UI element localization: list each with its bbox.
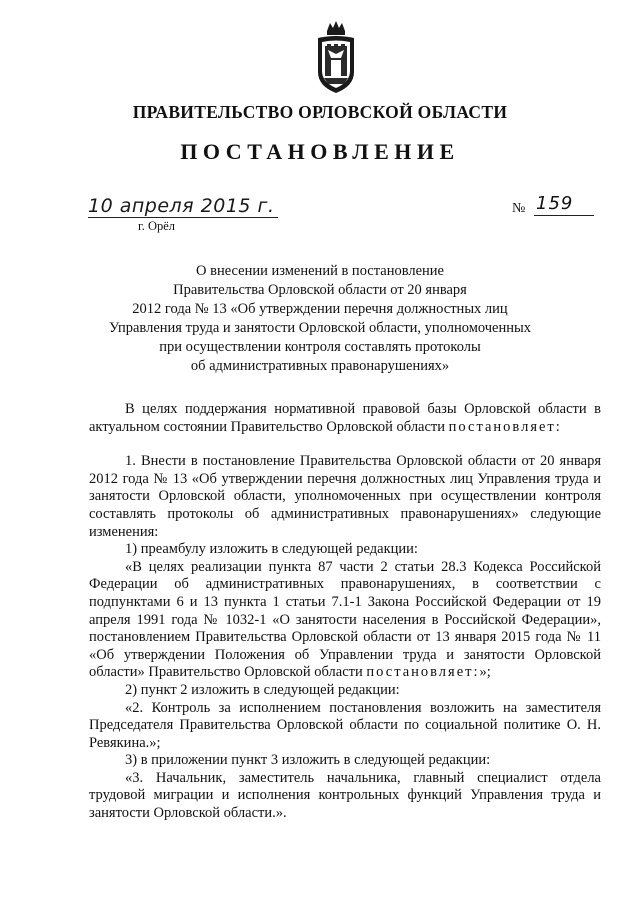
preamble-text: В целях поддержания нормативной правовой базы Орловской области в актуальном состоянии Правительство Орловской области [89,401,601,435]
subitem-2-heading: 2) пункт 2 изложить в следующей редакции: [125,681,400,698]
subitem-3-text: «3. Начальник, заместитель начальника, главный специалист отдела трудовой миграции и исполнения контрольных функций Управления труда и занятости Орловской области.». [89,769,601,822]
subject-line: Управления труда и занятости Орловской области, уполномоченных [108,320,532,336]
subitem-3-heading: 3) в приложении пункт 3 изложить в следующей редакции: [125,752,491,769]
document-type-title: ПОСТАНОВЛЕНИЕ [180,139,460,164]
subitem-1-end: »; [479,664,491,681]
subject-line: при осуществлении контроля составлять протоколы [159,339,481,355]
subitem-1-body: «В целях реализации пункта 87 части 2 статьи 28.3 Кодекса Российской Федерации об административных правонарушениях, в соответствии с подпунктами 6 и 13 пункта 1 статьи 7.1-1 Закона Российской Федерации от 19 апреля 1991 года № 1032-1 «О занятости населения в Российской Федерации», постановлением Правительства Орловской области от 13 января 2015 года № 11 «Об утверждении Положения об Управлении труда и занятости Орловской области» Правительство Орловской области [89,558,601,681]
handwritten-date: 10 апреля 2015 г. [88,195,275,217]
subitem-1-heading: 1) преамбулу изложить в следующей редакции: [125,541,418,558]
document-body [89,401,601,823]
document-subject [0,262,640,376]
subject-line: О внесении изменений в постановление [196,263,444,279]
item-1-paragraph: 1. Внести в постановление Правительства Орловской области от 20 января 2012 года № 13 «Об утверждении перечня должностных лиц Управления труда и занятости Орловской области, уполномоченных при осуществлении контроля составлять протоколы об административных правонарушениях» следующие изменения: [89,453,601,540]
coat-of-arms-emblem [314,20,358,96]
city-label: г. Орёл [138,219,176,233]
number-label: № [512,201,526,216]
date-underline [88,217,278,218]
subitem-1-keyword: постановляет: [366,664,480,681]
subject-line: об административных правонарушениях» [190,358,450,374]
number-underline [534,215,594,216]
subitem-2-text: «2. Контроль за исполнением постановления возложить на заместителя Председателя Правительства Орловской области по социальной политике О. Н. Ревякина.»; [89,699,601,751]
organization-title: ПРАВИТЕЛЬСТВО ОРЛОВСКОЙ ОБЛАСТИ [132,102,508,122]
preamble-keyword: постановляет [448,418,556,435]
preamble-end: : [555,418,560,435]
subject-line: 2012 года № 13 «Об утверждении перечня должностных лиц [132,301,508,317]
subject-line: Правительства Орловской области от 20 января [173,282,467,298]
handwritten-number: 159 [536,193,574,214]
preamble-paragraph [89,401,601,436]
subitem-1-text [89,559,601,682]
